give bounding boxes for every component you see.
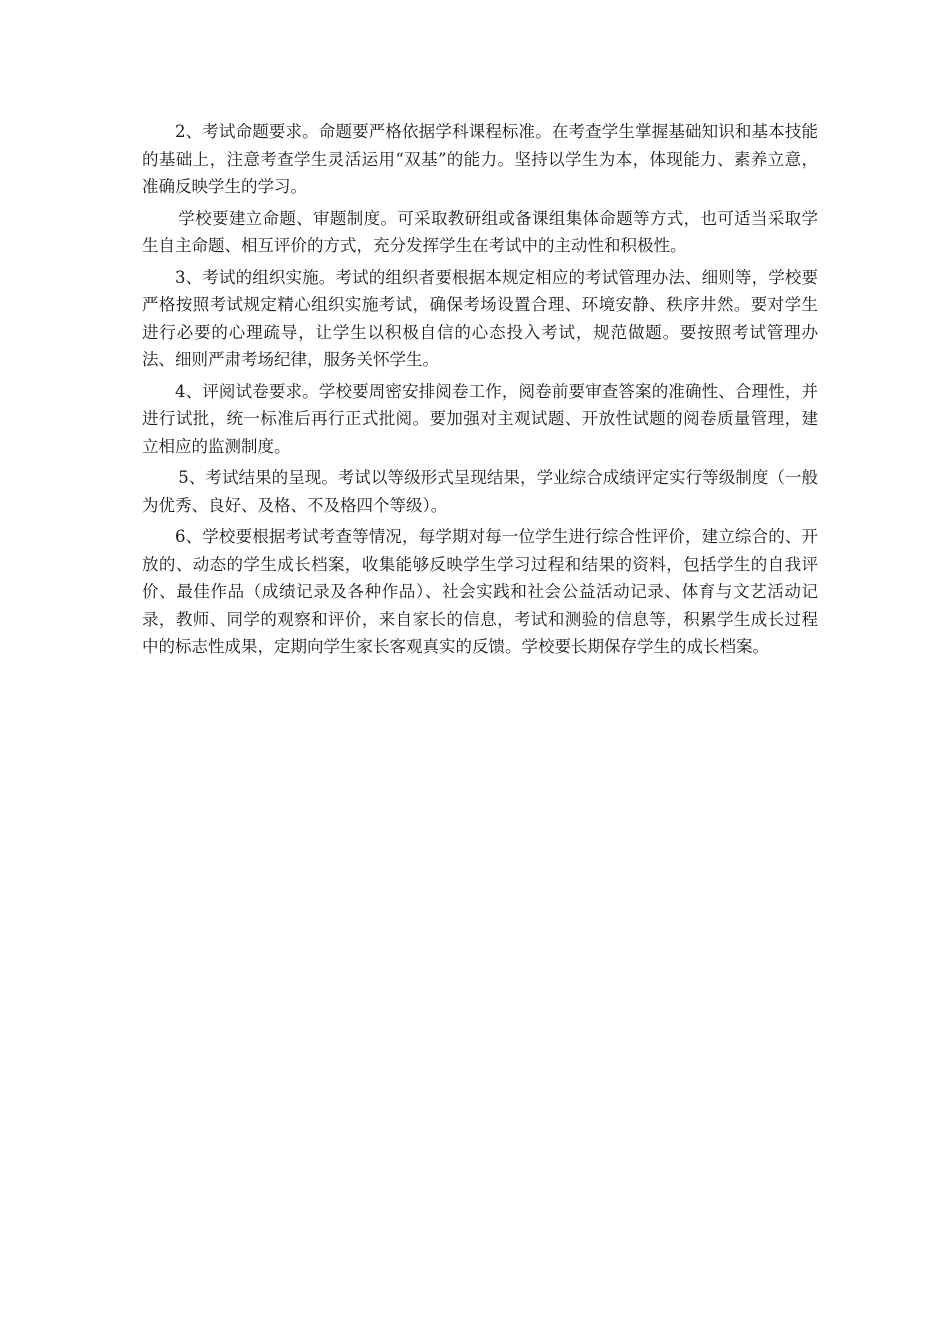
- paragraph-review-system: 学校要建立命题、审题制度。可采取教研组或备课组集体命题等方式，也可适当采取学生自主命题、相互评价的方式，充分发挥学生在考试中的主动性和积极性。: [142, 208, 818, 255]
- paragraph-paper-marking: 4、评阅试卷要求。学校要周密安排阅卷工作，阅卷前要审查答案的准确性、合理性，并进行试批，统一标准后再行正式批阅。要加强对主观试题、开放性试题的阅卷质量管理，建立相应的监测制度。: [142, 381, 818, 456]
- paragraph-growth-portfolio: 6、学校要根据考试考查等情况，每学期对每一位学生进行综合性评价，建立综合的、开放的、动态的学生成长档案，收集能够反映学生学习过程和结果的资料，包括学生的自我评价、最佳作品（成绩记录及各种作品）、社会实践和社会公益活动记录、体育与文艺活动记录，教师、同学的观察和评价，来自家长的信息，考试和测验的信息等，积累学生成长过程中的标志性成果，定期向学生家长客观真实的反馈。学校要长期保存学生的成长档案。: [142, 527, 818, 656]
- paragraph-exam-results: 5、考试结果的呈现。考试以等级形式呈现结果，学业综合成绩评定实行等级制度（一般为优秀、良好、及格、不及格四个等级）。: [142, 468, 818, 515]
- document-page: [142, 118, 818, 665]
- paragraph-exam-organization: 3、考试的组织实施。考试的组织者要根据本规定相应的考试管理办法、细则等，学校要严格按照考试规定精心组织实施考试，确保考场设置合理、环境安静、秩序井然。要对学生进行必要的心理疏导，让学生以积极自信的心态投入考试，规范做题。要按照考试管理办法、细则严肃考场纪律，服务关怀学生。: [142, 267, 818, 369]
- paragraph-exam-proposition: 2、考试命题要求。命题要严格依据学科课程标准。在考查学生掌握基础知识和基本技能的基础上，注意考查学生灵活运用“双基”的能力。坚持以学生为本，体现能力、素养立意，准确反映学生的学习。: [142, 122, 818, 196]
